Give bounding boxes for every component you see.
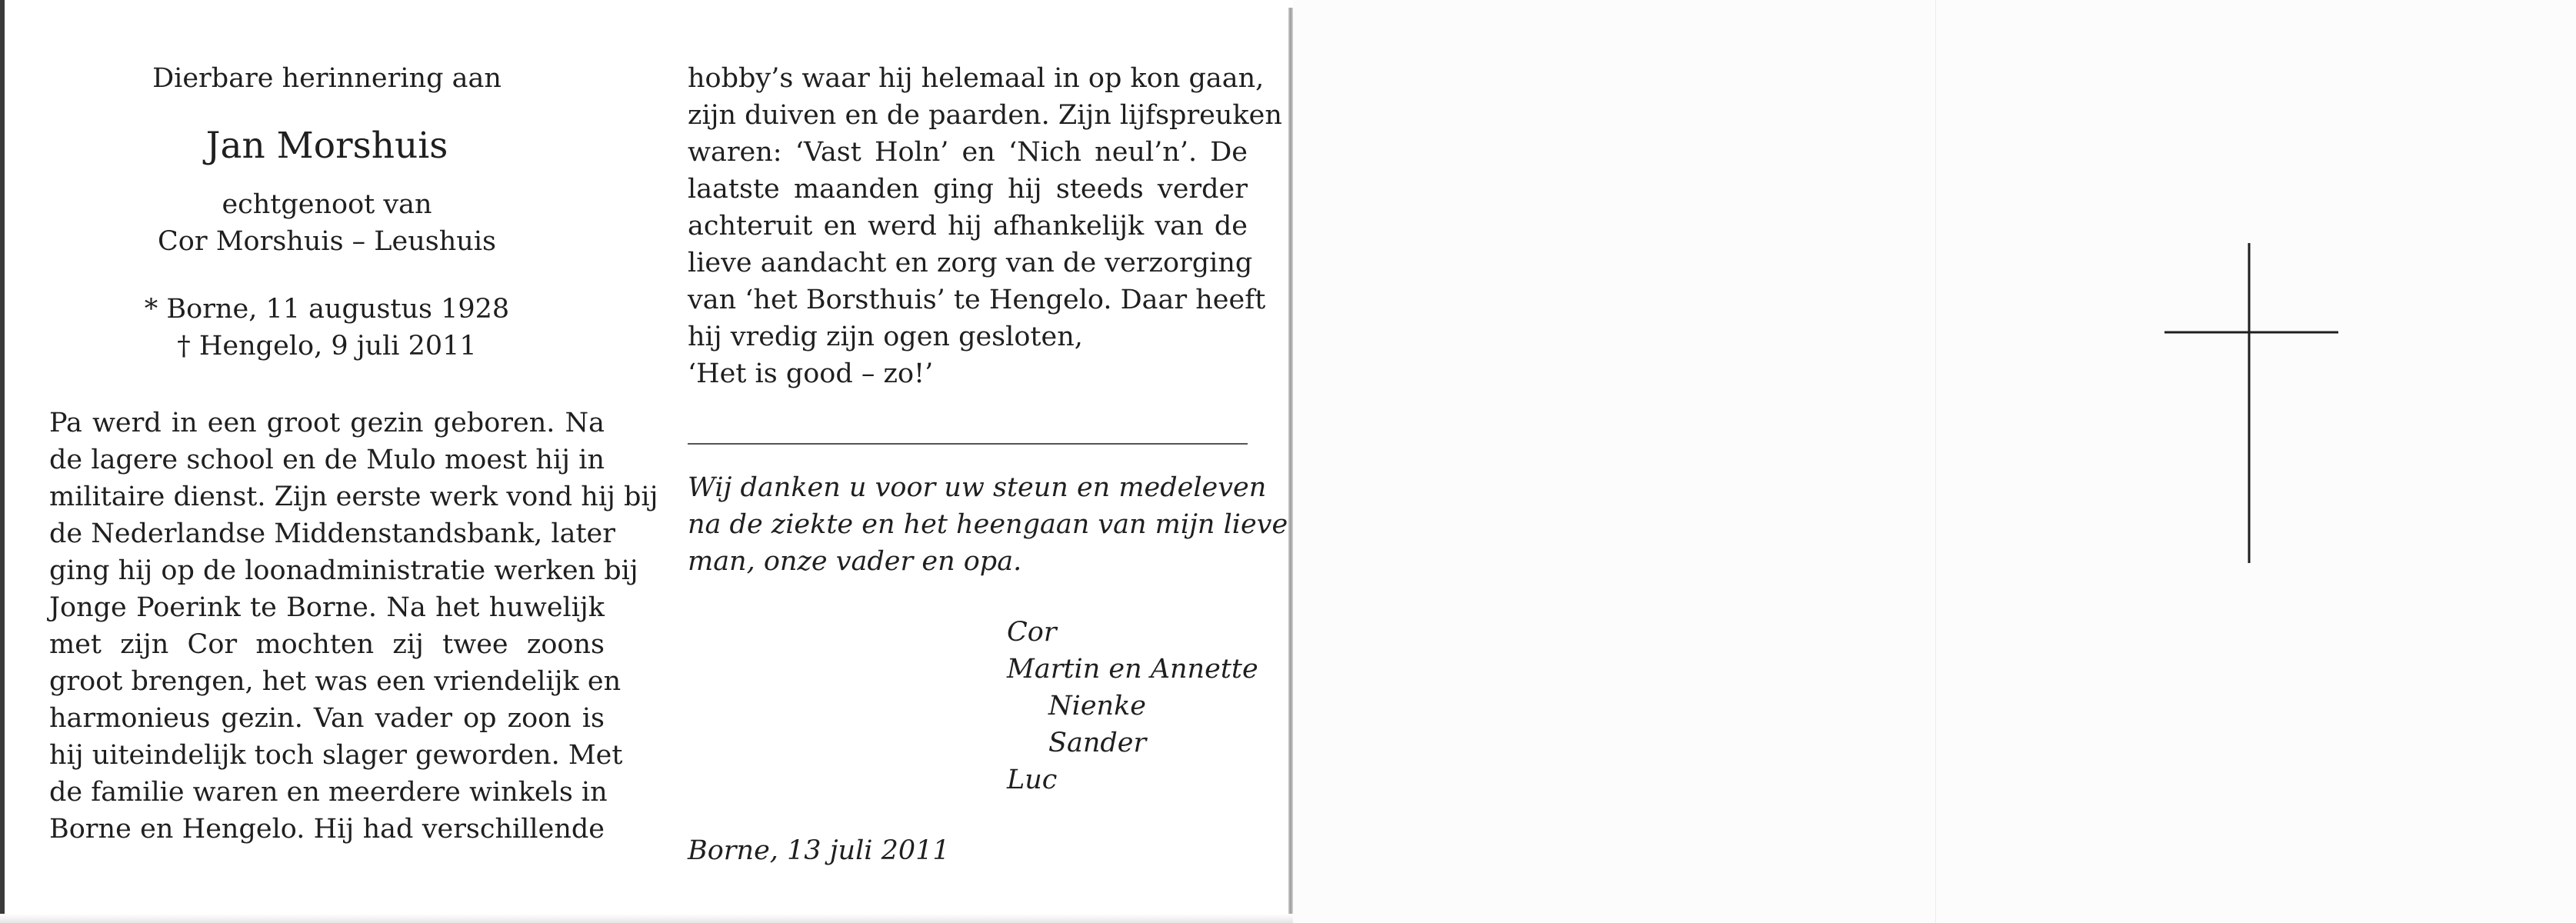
thanks-line: Wij danken u voor uw steun en medeleven xyxy=(688,472,1267,503)
thanks-message xyxy=(688,469,1288,580)
biography-line: Pa werd in een groot gezin geboren. Na xyxy=(49,408,605,438)
thanks-line: na de ziekte en het heengaan van mijn lieve xyxy=(688,509,1288,540)
biography-line: de lagere school en de Mulo moest hij in xyxy=(49,445,605,475)
card-cover-page xyxy=(1293,0,2576,923)
family-member: Nienke xyxy=(1048,691,1146,721)
biography-line: laatste maanden ging hij steeds verder xyxy=(688,174,1248,205)
biography-quote: ‘Het is good – zo!’ xyxy=(688,358,934,389)
family-member: Martin en Annette xyxy=(1007,654,1258,685)
right-column xyxy=(688,60,1288,869)
biography-line: lieve aandacht en zorg van de verzorging xyxy=(688,248,1253,278)
family-member: Luc xyxy=(1007,765,1058,795)
biography-part-1 xyxy=(49,405,658,848)
biography-line: achteruit en werd hij afhankelijk van de xyxy=(688,211,1248,242)
biography-line: waren: ‘Vast Holn’ en ‘Nich neul’n’. De xyxy=(688,137,1248,168)
bottom-edge xyxy=(0,914,1293,923)
biography-line: ging hij op de loonadministratie werken bij xyxy=(49,555,638,586)
deceased-name: Jan Morshuis xyxy=(205,125,448,167)
biography-line: met zijn Cor mochten zij twee zoons xyxy=(49,629,605,660)
cross-icon xyxy=(2164,243,2338,563)
family-member: Cor xyxy=(1007,617,1057,648)
spouse-label: echtgenoot van xyxy=(222,189,432,220)
biography-line: militaire dienst. Zijn eerste werk vond hij bij xyxy=(49,481,658,512)
thanks-line: man, onze vader en opa. xyxy=(688,546,1022,577)
biography-part-2 xyxy=(688,60,1282,392)
memorial-heading: Dierbare herinnering aan xyxy=(152,63,502,94)
biography-line: harmonieus gezin. Van vader op zoon is xyxy=(49,703,605,734)
biography-line: hobby’s waar hij helemaal in op kon gaan, xyxy=(688,63,1265,94)
biography-line: hij uiteindelijk toch slager geworden. Met xyxy=(49,740,623,771)
biography-line: de Nederlandse Middenstandsbank, later xyxy=(49,518,615,549)
spouse-name: Cor Morshuis – Leushuis xyxy=(158,226,496,257)
left-column xyxy=(49,60,658,848)
family-member: Sander xyxy=(1048,728,1147,758)
biography-line: Borne en Hengelo. Hij had verschillende xyxy=(49,814,605,845)
death-line: † Hengelo, 9 juli 2011 xyxy=(177,331,477,362)
biography-line: van ‘het Borsthuis’ te Hengelo. Daar heeft xyxy=(688,285,1266,315)
biography-line: de familie waren en meerdere winkels in xyxy=(49,777,608,808)
divider-line xyxy=(688,443,1248,445)
biography-line: groot brengen, het was een vriendelijk en xyxy=(49,666,622,697)
closing-place-date: Borne, 13 juli 2011 xyxy=(688,835,950,866)
biography-line: hij vredig zijn ogen gesloten, xyxy=(688,322,1083,352)
biography-line: Jonge Poerink te Borne. Na het huwelijk xyxy=(49,592,605,623)
birth-line: * Borne, 11 augustus 1928 xyxy=(144,294,510,325)
biography-line: zijn duiven en de paarden. Zijn lijfspreuken xyxy=(688,100,1282,131)
cover-crease xyxy=(1935,0,1936,923)
